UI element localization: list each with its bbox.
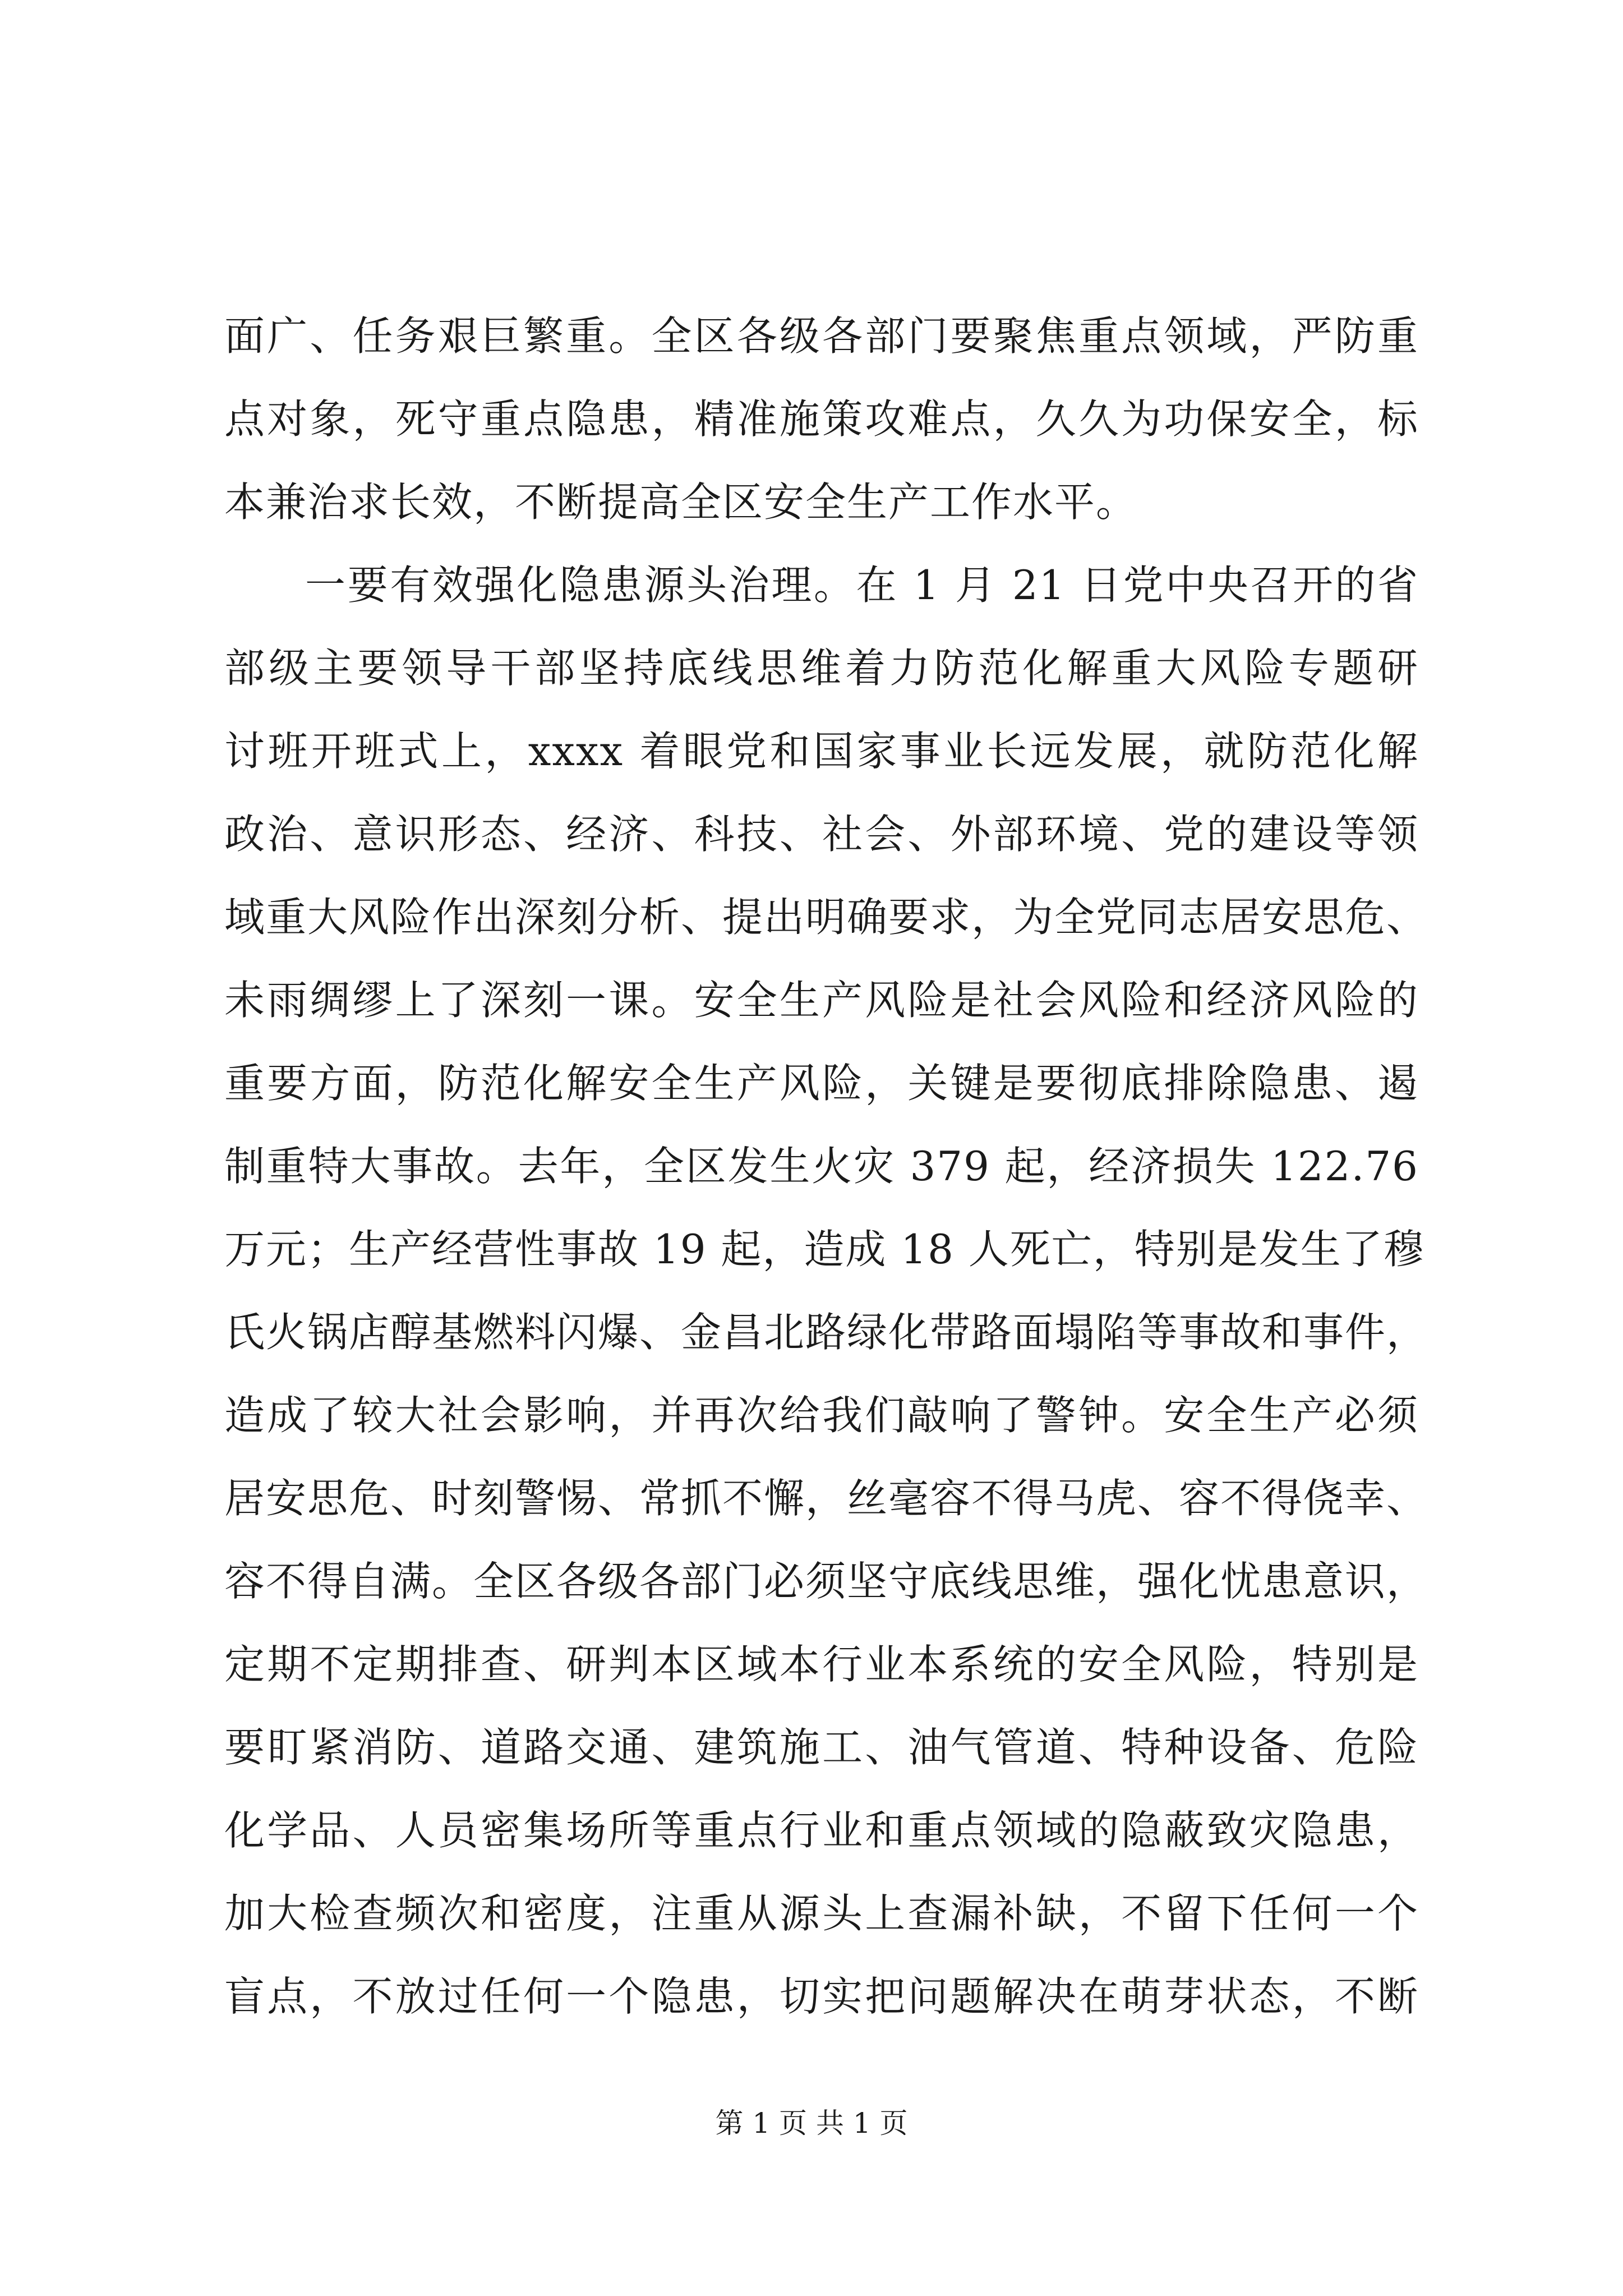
- text-line: 造成了较大社会影响，并再次给我们敲响了警钟。安全生产必须: [224, 1392, 1419, 1439]
- text-line: 制重特大事故。去年，全区发生火灾 379 起，经济损失 122.76: [224, 1143, 1419, 1190]
- text-line: 点对象，死守重点隐患，精准施策攻难点，久久为功保安全，标: [224, 395, 1419, 443]
- text-line: 万元；生产经营性事故 19 起，造成 18 人死亡，特别是发生了穆: [224, 1226, 1425, 1273]
- text-line: 政治、意识形态、经济、科技、社会、外部环境、党的建设等领: [224, 811, 1419, 858]
- text-line: 定期不定期排查、研判本区域本行业本系统的安全风险，特别是: [224, 1641, 1419, 1688]
- text-line: 域重大风险作出深刻分析、提出明确要求，为全党同志居安思危、: [224, 894, 1428, 941]
- text-line: 加大检查频次和密度，注重从源头上查漏补缺，不留下任何一个: [224, 1890, 1419, 1937]
- text-line: 化学品、人员密集场所等重点行业和重点领域的隐蔽致灾隐患，: [224, 1807, 1419, 1854]
- text-line: 面广、任务艰巨繁重。全区各级各部门要聚焦重点领域，严防重: [224, 312, 1419, 360]
- text-line: 部级主要领导干部坚持底线思维着力防范化解重大风险专题研: [224, 645, 1419, 692]
- text-line: 讨班开班式上，xxxx 着眼党和国家事业长远发展，就防范化解: [224, 728, 1419, 775]
- text-line: 本兼治求长效，不断提高全区安全生产工作水平。: [224, 478, 1138, 526]
- paragraph-first-line: 一要有效强化隐患源头治理。在 1 月 21 日党中央召开的省: [305, 562, 1419, 609]
- text-line: 氏火锅店醇基燃料闪爆、金昌北路绿化带路面塌陷等事故和事件，: [224, 1309, 1428, 1356]
- text-line: 盲点，不放过任何一个隐患，切实把问题解决在萌芽状态，不断: [224, 1973, 1419, 2020]
- body-text: [224, 295, 1428, 2038]
- text-line: 未雨绸缪上了深刻一课。安全生产风险是社会风险和经济风险的: [224, 977, 1419, 1024]
- text-line: 居安思危、时刻警惕、常抓不懈，丝毫容不得马虎、容不得侥幸、: [224, 1475, 1428, 1522]
- text-line: 容不得自满。全区各级各部门必须坚守底线思维，强化忧患意识，: [224, 1558, 1428, 1605]
- text-line: 要盯紧消防、道路交通、建筑施工、油气管道、特种设备、危险: [224, 1724, 1419, 1771]
- page-footer: [0, 2104, 1623, 2143]
- text-line: 重要方面，防范化解安全生产风险，关键是要彻底排除隐患、遏: [224, 1060, 1419, 1107]
- page-number-label: 第 1 页 共 1 页: [715, 2107, 908, 2139]
